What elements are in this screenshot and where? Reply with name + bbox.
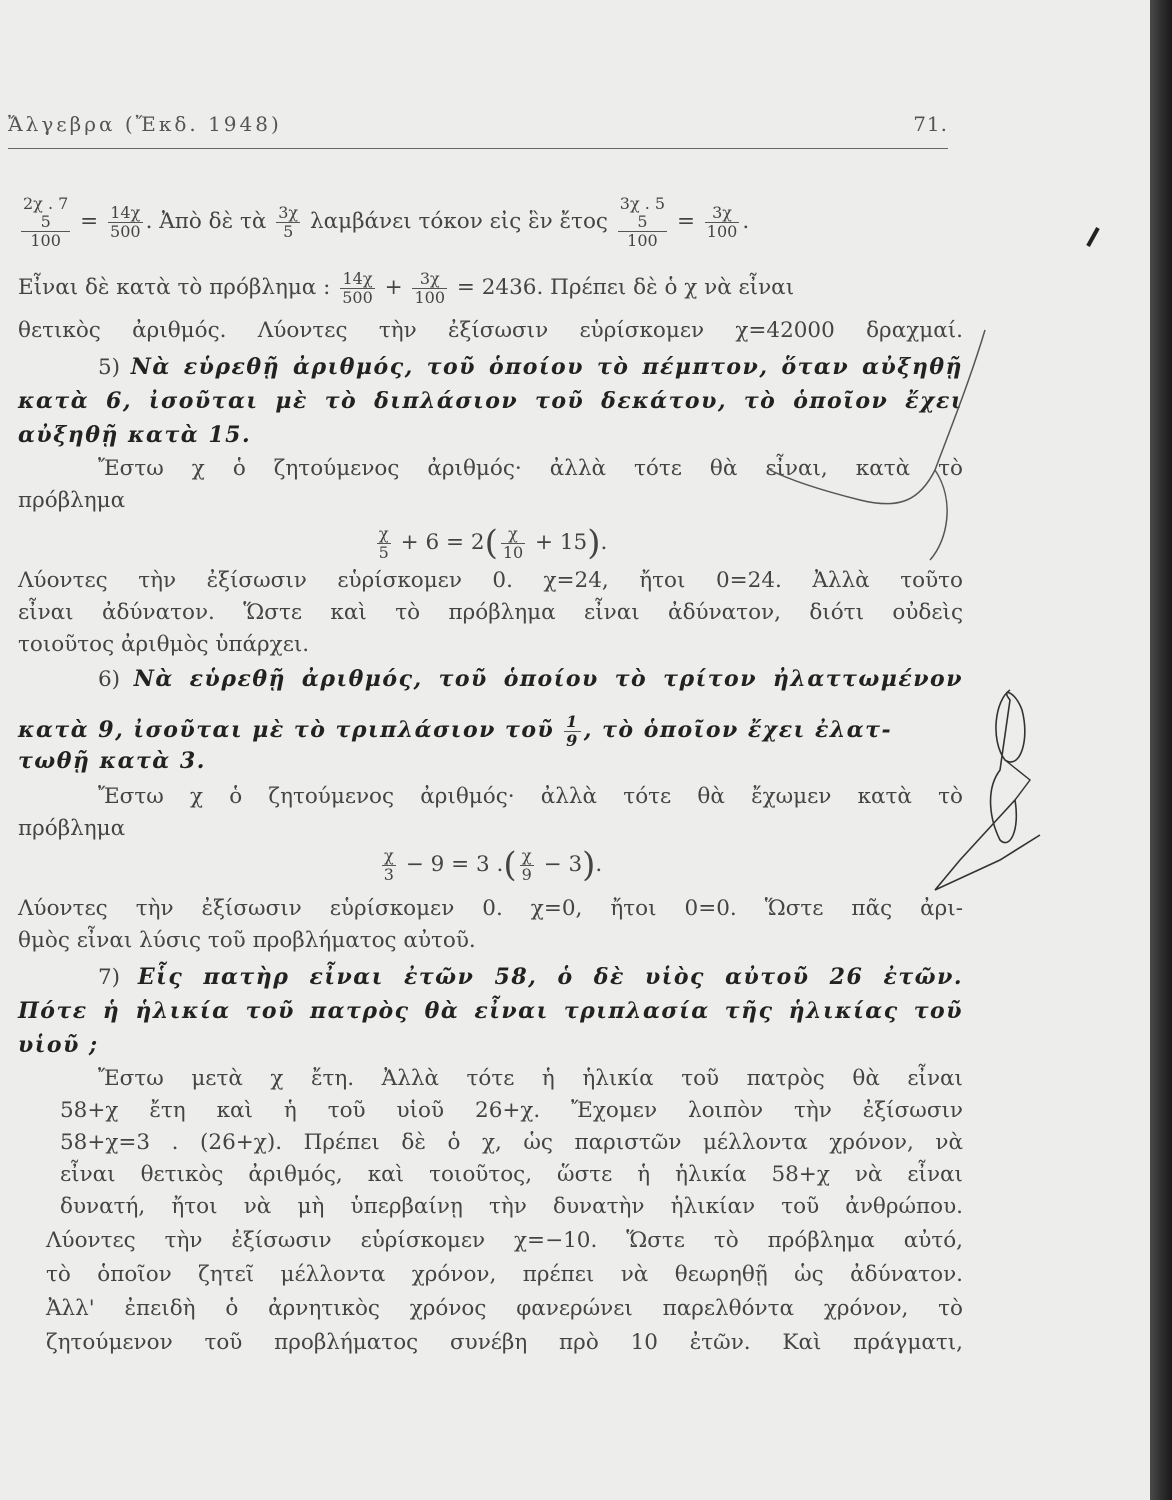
text-line: 58+χ ἔτη καὶ ἡ τοῦ υἱοῦ 26+χ. Ἔχομεν λοιπὸν τὴν ἐξίσωσιν [60, 1098, 963, 1123]
fraction: $\frac{1}{9}$ [566, 711, 579, 750]
problem-7-statement: 7) Εἷς πατὴρ εἶναι ἐτῶν 58, ὁ δὲ υἱὸς αὐτοῦ 26 ἐτῶν. [98, 964, 963, 990]
problem-6-statement-line: τωθῇ κατὰ 3. [18, 748, 206, 774]
fraction: $\frac{\chi}{10}$ [502, 523, 524, 562]
fraction: 2χ . 7 5 100 [23, 193, 69, 250]
page-number: 71. [913, 112, 948, 136]
problem-6-statement-line: κατὰ 9, ἰσοῦται μὲ τὸ τριπλάσιον τοῦ $\frac{1}{9}$ , τὸ ὁποῖον ἔχει ἐλατ- [18, 711, 893, 750]
text-line: θμὸς εἶναι λύσις τοῦ προβλήματος αὐτοῦ. [18, 928, 476, 953]
text-line: θετικὸς ἀριθμός. Λύοντες τὴν ἐξίσωσιν εὑρίσκομεν χ=42000 δραχμαί. [18, 318, 963, 343]
text-line: εἶναι ἀδύνατον. Ὥστε καὶ τὸ πρόβλημα εἶναι ἀδύνατον, διότι οὐδεὶς [18, 600, 963, 625]
text-line: Ἔστω χ ὁ ζητούμενος ἀριθμός· ἀλλὰ τότε θὰ ἔχωμεν κατὰ τὸ [98, 784, 963, 809]
text-line: Ἀλλ' ἐπειδὴ ὁ ἀρνητικὸς χρόνος φανερώνει παρελθόντα χρόνον, τὸ [46, 1296, 963, 1321]
header-title: Ἄλγεβρα (Ἔκδ. 1948) [8, 112, 282, 136]
text-line: 2χ . 7 5 100 = $\frac{14\chi}{500}$ . Ἀπὸ δὲ τὰ $\frac{3\chi}{5}$ λαμβάνει τόκον εἰς ἓν ἔτος 3χ . 5 5 100 = $\frac{3\chi}{100}$ . [23, 193, 750, 250]
fraction: $\frac{3\chi}{100}$ [414, 268, 446, 307]
text-line: ζητούμενον τοῦ προβλήματος συνέβη πρὸ 10 ἐτῶν. Καὶ πράγματι, [46, 1330, 963, 1355]
text-line: Λύοντες τὴν ἐξίσωσιν εὑρίσκομεν 0. χ=0, ἤτοι 0=0. Ὥστε πᾶς ἀρι- [18, 896, 963, 921]
text-line: πρόβλημα [18, 816, 126, 841]
fraction: 3χ . 5 5 100 [619, 193, 666, 250]
fraction: $\frac{\chi}{9}$ [521, 845, 532, 884]
problem-5-statement: 5) Νὰ εὑρεθῇ ἀριθμός, τοῦ ὁποίου τὸ πέμπτον, ὅταν αὐξηθῇ [98, 354, 963, 380]
text-line: δυνατή, ἤτοι νὰ μὴ ὑπερβαίνῃ τὴν δυνατὴν ἡλικίαν τοῦ ἀνθρώπου. [60, 1194, 963, 1219]
text-line: εἶναι θετικὸς ἀριθμός, καὶ τοιοῦτος, ὥστε ἡ ἡλικία 58+χ νὰ εἶναι [60, 1162, 963, 1187]
problem-6-statement: 6) Νὰ εὑρεθῇ ἀριθμός, τοῦ ὁποίου τὸ τρίτον ἠλαττωμένον [98, 666, 963, 692]
equation-6: $\frac{\chi}{3}$ − 9 = 3 .( $\frac{\chi}{9}$ − 3). [383, 845, 603, 885]
problem-7-statement-line: υἱοῦ ; [18, 1032, 99, 1058]
fraction: $\frac{14\chi}{500}$ [110, 202, 141, 241]
text-line: Λύοντες τὴν ἐξίσωσιν εὑρίσκομεν 0. χ=24, ἤτοι 0=24. Ἀλλὰ τοῦτο [18, 568, 963, 593]
problem-5-statement-line: αὐξηθῇ κατὰ 15. [18, 422, 252, 448]
text-line: Εἶναι δὲ κατὰ τὸ πρόβλημα : $\frac{14\chi}{500}$ + $\frac{3\chi}{100}$ = 2436. Πρέπει δὲ ὁ χ νὰ εἶναι [18, 268, 795, 307]
fraction: $\frac{3\chi}{5}$ [278, 202, 299, 241]
fraction: $\frac{\chi}{3}$ [383, 845, 394, 884]
problem-7-statement-line: Πότε ἡ ἡλικία τοῦ πατρὸς θὰ εἶναι τριπλασία τῆς ἡλικίας τοῦ [18, 998, 963, 1024]
equation-5: $\frac{\chi}{5}$ + 6 = 2( $\frac{\chi}{10}$ + 15). [378, 523, 608, 563]
fraction: $\frac{\chi}{5}$ [378, 523, 389, 562]
fraction: $\frac{14\chi}{500}$ [342, 268, 373, 307]
text-line: Ἔστω μετὰ χ ἔτη. Ἀλλὰ τότε ἡ ἡλικία τοῦ πατρὸς θὰ εἶναι [98, 1066, 963, 1091]
fraction: $\frac{3\chi}{100}$ [706, 202, 738, 241]
text-line: πρόβλημα [18, 488, 126, 513]
text-line: τοιοῦτος ἀριθμὸς ὑπάρχει. [18, 632, 310, 657]
page-edge-shadow [1150, 0, 1172, 1500]
problem-5-statement-line: κατὰ 6, ἰσοῦται μὲ τὸ διπλάσιον τοῦ δεκάτου, τὸ ὁποῖον ἔχει [18, 388, 963, 414]
text-line: Λύοντες τὴν ἐξίσωσιν εὑρίσκομεν χ=−10. Ὥστε τὸ πρόβλημα αὐτό, [46, 1228, 963, 1253]
text-line: 58+χ=3 . (26+χ). Πρέπει δὲ ὁ χ, ὡς παριστῶν μέλλοντα χρόνον, νὰ [60, 1130, 963, 1155]
text-line: Ἔστω χ ὁ ζητούμενος ἀριθμός· ἀλλὰ τότε θὰ εἶναι, κατὰ τὸ [98, 456, 963, 481]
text-line: τὸ ὁποῖον ζητεῖ μέλλοντα χρόνον, πρέπει νὰ θεωρηθῇ ὡς ἀδύνατον. [46, 1262, 963, 1287]
